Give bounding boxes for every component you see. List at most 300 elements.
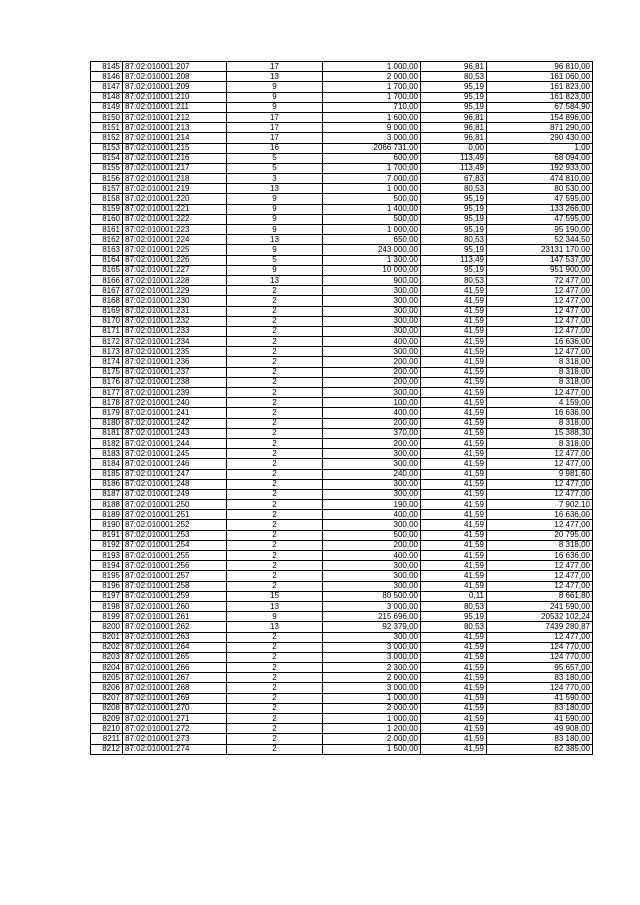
unit-value-cell: 41,59 — [421, 337, 487, 347]
cadastral-value-cell: 47 595,00 — [487, 214, 593, 224]
unit-value-cell: 41,59 — [421, 306, 487, 316]
cadastral-value-cell: 192 933,00 — [487, 163, 593, 173]
cadastral-value-cell: 290 430,00 — [487, 133, 593, 143]
row-number-cell: 8162 — [91, 235, 123, 245]
cadastral-number-cell: 87:02:010001:250 — [123, 500, 227, 510]
cadastral-number-cell: 87:02:010001:256 — [123, 561, 227, 571]
unit-value-cell: 80,53 — [421, 184, 487, 194]
category-code-cell: 2 — [227, 500, 323, 510]
cadastral-number-cell: 87:02:010001:217 — [123, 163, 227, 173]
category-code-cell: 2 — [227, 479, 323, 489]
area-cell: 80 500,00 — [323, 591, 421, 601]
cadastral-number-cell: 87:02:010001:254 — [123, 540, 227, 550]
area-cell: 300,00 — [323, 632, 421, 642]
unit-value-cell: 41,59 — [421, 418, 487, 428]
area-cell: 300,00 — [323, 306, 421, 316]
category-code-cell: 2 — [227, 489, 323, 499]
cadastral-number-cell: 87:02:010001:234 — [123, 337, 227, 347]
table-row — [91, 235, 593, 245]
unit-value-cell: 0,11 — [421, 591, 487, 601]
cadastral-number-cell: 87:02:010001:236 — [123, 357, 227, 367]
row-number-cell: 8176 — [91, 377, 123, 387]
row-number-cell: 8157 — [91, 184, 123, 194]
table-row — [91, 398, 593, 408]
area-cell: 1 000,00 — [323, 184, 421, 194]
unit-value-cell: 41,59 — [421, 428, 487, 438]
table-row — [91, 194, 593, 204]
category-code-cell: 9 — [227, 245, 323, 255]
category-code-cell: 2 — [227, 663, 323, 673]
category-code-cell: 2 — [227, 347, 323, 357]
area-cell: 243 000,00 — [323, 245, 421, 255]
table-row — [91, 367, 593, 377]
table-row — [91, 286, 593, 296]
cadastral-value-cell: 12 477,00 — [487, 489, 593, 499]
row-number-cell: 8211 — [91, 734, 123, 744]
cadastral-number-cell: 87:02:010001:252 — [123, 520, 227, 530]
row-number-cell: 8209 — [91, 714, 123, 724]
category-code-cell: 2 — [227, 703, 323, 713]
unit-value-cell: 80,53 — [421, 235, 487, 245]
table-row — [91, 265, 593, 275]
cadastral-value-cell: 12 477,00 — [487, 449, 593, 459]
table-row — [91, 92, 593, 102]
cadastral-value-cell: 12 477,00 — [487, 306, 593, 316]
unit-value-cell: 41,59 — [421, 673, 487, 683]
row-number-cell: 8197 — [91, 591, 123, 601]
category-code-cell: 2 — [227, 286, 323, 296]
category-code-cell: 9 — [227, 92, 323, 102]
area-cell: 200,00 — [323, 438, 421, 448]
cadastral-value-cell: 83 180,00 — [487, 734, 593, 744]
area-cell: 1 300,00 — [323, 255, 421, 265]
cadastral-number-cell: 87:02:010001:224 — [123, 235, 227, 245]
row-number-cell: 8194 — [91, 561, 123, 571]
category-code-cell: 2 — [227, 326, 323, 336]
row-number-cell: 8168 — [91, 296, 123, 306]
table-row — [91, 683, 593, 693]
cadastral-number-cell: 87:02:010001:239 — [123, 388, 227, 398]
table-row — [91, 540, 593, 550]
table-row — [91, 72, 593, 82]
table-row — [91, 551, 593, 561]
category-code-cell: 2 — [227, 367, 323, 377]
table-row — [91, 714, 593, 724]
table-row — [91, 225, 593, 235]
table-row — [91, 377, 593, 387]
cadastral-number-cell: 87:02:010001:212 — [123, 112, 227, 122]
row-number-cell: 8173 — [91, 347, 123, 357]
row-number-cell: 8155 — [91, 163, 123, 173]
cadastral-number-cell: 87:02:010001:218 — [123, 174, 227, 184]
table-row — [91, 143, 593, 153]
row-number-cell: 8163 — [91, 245, 123, 255]
unit-value-cell: 41,59 — [421, 703, 487, 713]
unit-value-cell: 95,19 — [421, 102, 487, 112]
area-cell: 9 000,00 — [323, 123, 421, 133]
cadastral-value-cell: 12 477,00 — [487, 388, 593, 398]
cadastral-value-cell: 154 896,00 — [487, 112, 593, 122]
table-row — [91, 581, 593, 591]
cadastral-value-cell: 8 318,00 — [487, 418, 593, 428]
cadastral-value-cell: 147 537,00 — [487, 255, 593, 265]
unit-value-cell: 41,59 — [421, 398, 487, 408]
table-row — [91, 703, 593, 713]
area-cell: 1 200,00 — [323, 724, 421, 734]
unit-value-cell: 41,59 — [421, 561, 487, 571]
row-number-cell: 8195 — [91, 571, 123, 581]
unit-value-cell: 95,19 — [421, 245, 487, 255]
unit-value-cell: 95,19 — [421, 612, 487, 622]
unit-value-cell: 41,59 — [421, 510, 487, 520]
cadastral-value-cell: 67 584,90 — [487, 102, 593, 112]
cadastral-number-cell: 87:02:010001:210 — [123, 92, 227, 102]
cadastral-value-cell: 124 770,00 — [487, 652, 593, 662]
category-code-cell: 2 — [227, 449, 323, 459]
area-cell: 1 000,00 — [323, 225, 421, 235]
table-row — [91, 255, 593, 265]
unit-value-cell: 67,83 — [421, 174, 487, 184]
category-code-cell: 2 — [227, 337, 323, 347]
table-row — [91, 357, 593, 367]
category-code-cell: 2 — [227, 357, 323, 367]
area-cell: 200,00 — [323, 367, 421, 377]
row-number-cell: 8208 — [91, 703, 123, 713]
table-row — [91, 428, 593, 438]
area-cell: 7 000,00 — [323, 174, 421, 184]
category-code-cell: 13 — [227, 601, 323, 611]
category-code-cell: 2 — [227, 459, 323, 469]
cadastral-number-cell: 87:02:010001:213 — [123, 123, 227, 133]
category-code-cell: 2 — [227, 744, 323, 754]
cadastral-value-cell: 12 477,00 — [487, 347, 593, 357]
area-cell: 240,00 — [323, 469, 421, 479]
cadastral-number-cell: 87:02:010001:227 — [123, 265, 227, 275]
row-number-cell: 8207 — [91, 693, 123, 703]
table-row — [91, 673, 593, 683]
cadastral-number-cell: 87:02:010001:235 — [123, 347, 227, 357]
cadastral-value-cell: 12 477,00 — [487, 316, 593, 326]
cadastral-value-cell: 16 636,00 — [487, 510, 593, 520]
cadastral-value-cell: 12 477,00 — [487, 459, 593, 469]
table-row — [91, 112, 593, 122]
cadastral-value-cell: 41 590,00 — [487, 714, 593, 724]
area-cell: 3 000,00 — [323, 642, 421, 652]
cadastral-value-cell: 80 530,00 — [487, 184, 593, 194]
area-cell: 1 000,00 — [323, 693, 421, 703]
area-cell: 900,00 — [323, 275, 421, 285]
table-row — [91, 347, 593, 357]
category-code-cell: 2 — [227, 408, 323, 418]
area-cell: 100,00 — [323, 398, 421, 408]
area-cell: 1 700,00 — [323, 82, 421, 92]
area-cell: 1 000,00 — [323, 714, 421, 724]
unit-value-cell: 41,59 — [421, 724, 487, 734]
area-cell: 1 000,00 — [323, 62, 421, 72]
cadastral-value-cell: 95 190,00 — [487, 225, 593, 235]
category-code-cell: 2 — [227, 316, 323, 326]
row-number-cell: 8159 — [91, 204, 123, 214]
table-row — [91, 418, 593, 428]
cadastral-value-cell: 52 344,50 — [487, 235, 593, 245]
category-code-cell: 2 — [227, 306, 323, 316]
row-number-cell: 8180 — [91, 418, 123, 428]
area-cell: 400,00 — [323, 510, 421, 520]
category-code-cell: 2 — [227, 469, 323, 479]
cadastral-number-cell: 87:02:010001:253 — [123, 530, 227, 540]
cadastral-number-cell: 87:02:010001:216 — [123, 153, 227, 163]
table-row — [91, 632, 593, 642]
category-code-cell: 2 — [227, 377, 323, 387]
row-number-cell: 8145 — [91, 62, 123, 72]
row-number-cell: 8189 — [91, 510, 123, 520]
cadastral-value-cell: 12 477,00 — [487, 326, 593, 336]
table-row — [91, 123, 593, 133]
cadastral-number-cell: 87:02:010001:267 — [123, 673, 227, 683]
table-row — [91, 174, 593, 184]
row-number-cell: 8190 — [91, 520, 123, 530]
cadastral-number-cell: 87:02:010001:211 — [123, 102, 227, 112]
cadastral-number-cell: 87:02:010001:265 — [123, 652, 227, 662]
unit-value-cell: 41,59 — [421, 683, 487, 693]
cadastral-value-cell: 47 595,00 — [487, 194, 593, 204]
area-cell: 2 300,00 — [323, 663, 421, 673]
cadastral-value-cell: 95 657,00 — [487, 663, 593, 673]
category-code-cell: 17 — [227, 133, 323, 143]
row-number-cell: 8150 — [91, 112, 123, 122]
unit-value-cell: 41,59 — [421, 632, 487, 642]
category-code-cell: 15 — [227, 591, 323, 601]
table-row — [91, 642, 593, 652]
area-cell: 215 696,00 — [323, 612, 421, 622]
cadastral-value-cell: 16 636,00 — [487, 337, 593, 347]
cadastral-value-cell: 12 477,00 — [487, 632, 593, 642]
unit-value-cell: 95,19 — [421, 225, 487, 235]
unit-value-cell: 41,59 — [421, 326, 487, 336]
area-cell: 1 400,00 — [323, 204, 421, 214]
table-row — [91, 316, 593, 326]
cadastral-number-cell: 87:02:010001:261 — [123, 612, 227, 622]
area-cell: 10 000,00 — [323, 265, 421, 275]
area-cell: 600,00 — [323, 153, 421, 163]
area-cell: 2066 731,00 — [323, 143, 421, 153]
row-number-cell: 8178 — [91, 398, 123, 408]
row-number-cell: 8167 — [91, 286, 123, 296]
category-code-cell: 9 — [227, 225, 323, 235]
table-row — [91, 622, 593, 632]
cadastral-number-cell: 87:02:010001:266 — [123, 663, 227, 673]
category-code-cell: 2 — [227, 428, 323, 438]
row-number-cell: 8206 — [91, 683, 123, 693]
area-cell: 1 700,00 — [323, 163, 421, 173]
area-cell: 370,00 — [323, 428, 421, 438]
unit-value-cell: 95,19 — [421, 265, 487, 275]
row-number-cell: 8172 — [91, 337, 123, 347]
category-code-cell: 2 — [227, 693, 323, 703]
category-code-cell: 2 — [227, 540, 323, 550]
cadastral-number-cell: 87:02:010001:242 — [123, 418, 227, 428]
cadastral-number-cell: 87:02:010001:260 — [123, 601, 227, 611]
category-code-cell: 9 — [227, 612, 323, 622]
cadastral-value-cell: 12 477,00 — [487, 571, 593, 581]
cadastral-value-cell: 12 477,00 — [487, 561, 593, 571]
cadastral-value-cell: 12 477,00 — [487, 296, 593, 306]
cadastral-value-cell: 474 810,00 — [487, 174, 593, 184]
area-cell: 3 000,00 — [323, 652, 421, 662]
category-code-cell: 2 — [227, 530, 323, 540]
row-number-cell: 8181 — [91, 428, 123, 438]
cadastral-number-cell: 87:02:010001:243 — [123, 428, 227, 438]
table-row — [91, 449, 593, 459]
cadastral-value-cell: 12 477,00 — [487, 520, 593, 530]
cadastral-number-cell: 87:02:010001:264 — [123, 642, 227, 652]
row-number-cell: 8199 — [91, 612, 123, 622]
row-number-cell: 8171 — [91, 326, 123, 336]
unit-value-cell: 41,59 — [421, 652, 487, 662]
row-number-cell: 8202 — [91, 642, 123, 652]
area-cell: 400,00 — [323, 408, 421, 418]
area-cell: 650,00 — [323, 235, 421, 245]
cadastral-value-cell: 161 823,00 — [487, 92, 593, 102]
area-cell: 300,00 — [323, 316, 421, 326]
category-code-cell: 2 — [227, 510, 323, 520]
unit-value-cell: 41,59 — [421, 388, 487, 398]
area-cell: 710,00 — [323, 102, 421, 112]
unit-value-cell: 41,59 — [421, 540, 487, 550]
cadastral-value-table — [90, 61, 593, 755]
area-cell: 500,00 — [323, 214, 421, 224]
cadastral-value-cell: 161 060,00 — [487, 72, 593, 82]
row-number-cell: 8160 — [91, 214, 123, 224]
area-cell: 190,00 — [323, 500, 421, 510]
table-row — [91, 459, 593, 469]
cadastral-value-cell: 20 795,00 — [487, 530, 593, 540]
unit-value-cell: 41,59 — [421, 744, 487, 754]
area-cell: 400,00 — [323, 337, 421, 347]
unit-value-cell: 80,53 — [421, 622, 487, 632]
cadastral-value-cell: 12 477,00 — [487, 581, 593, 591]
category-code-cell: 2 — [227, 724, 323, 734]
row-number-cell: 8149 — [91, 102, 123, 112]
cadastral-value-cell: 871 290,00 — [487, 123, 593, 133]
area-cell: 300,00 — [323, 479, 421, 489]
table-row — [91, 520, 593, 530]
unit-value-cell: 41,59 — [421, 296, 487, 306]
cadastral-number-cell: 87:02:010001:208 — [123, 72, 227, 82]
cadastral-number-cell: 87:02:010001:248 — [123, 479, 227, 489]
row-number-cell: 8200 — [91, 622, 123, 632]
table-row — [91, 296, 593, 306]
cadastral-number-cell: 87:02:010001:231 — [123, 306, 227, 316]
cadastral-number-cell: 87:02:010001:274 — [123, 744, 227, 754]
unit-value-cell: 41,59 — [421, 347, 487, 357]
category-code-cell: 5 — [227, 153, 323, 163]
cadastral-number-cell: 87:02:010001:270 — [123, 703, 227, 713]
cadastral-value-cell: 8 318,00 — [487, 367, 593, 377]
cadastral-number-cell: 87:02:010001:246 — [123, 459, 227, 469]
cadastral-value-cell: 16 636,00 — [487, 408, 593, 418]
unit-value-cell: 41,59 — [421, 469, 487, 479]
area-cell: 3 000,00 — [323, 683, 421, 693]
category-code-cell: 13 — [227, 235, 323, 245]
unit-value-cell: 113,49 — [421, 153, 487, 163]
unit-value-cell: 41,59 — [421, 377, 487, 387]
unit-value-cell: 113,49 — [421, 255, 487, 265]
area-cell: 300,00 — [323, 296, 421, 306]
unit-value-cell: 41,59 — [421, 449, 487, 459]
row-number-cell: 8152 — [91, 133, 123, 143]
category-code-cell: 13 — [227, 622, 323, 632]
unit-value-cell: 80,53 — [421, 601, 487, 611]
cadastral-value-cell: 72 477,00 — [487, 275, 593, 285]
category-code-cell: 2 — [227, 632, 323, 642]
unit-value-cell: 80,53 — [421, 72, 487, 82]
category-code-cell: 16 — [227, 143, 323, 153]
cadastral-value-cell: 41 590,00 — [487, 693, 593, 703]
row-number-cell: 8188 — [91, 500, 123, 510]
category-code-cell: 2 — [227, 683, 323, 693]
row-number-cell: 8198 — [91, 601, 123, 611]
category-code-cell: 9 — [227, 265, 323, 275]
table-row — [91, 62, 593, 72]
table-row — [91, 204, 593, 214]
cadastral-value-cell: 9 981,60 — [487, 469, 593, 479]
area-cell: 500,00 — [323, 530, 421, 540]
area-cell: 300,00 — [323, 326, 421, 336]
cadastral-number-cell: 87:02:010001:238 — [123, 377, 227, 387]
cadastral-number-cell: 87:02:010001:251 — [123, 510, 227, 520]
area-cell: 500,00 — [323, 194, 421, 204]
unit-value-cell: 41,59 — [421, 642, 487, 652]
cadastral-number-cell: 87:02:010001:222 — [123, 214, 227, 224]
row-number-cell: 8204 — [91, 663, 123, 673]
category-code-cell: 2 — [227, 388, 323, 398]
cadastral-value-cell: 4 159,00 — [487, 398, 593, 408]
table-row — [91, 571, 593, 581]
area-cell: 200,00 — [323, 540, 421, 550]
cadastral-value-cell: 241 590,00 — [487, 601, 593, 611]
row-number-cell: 8153 — [91, 143, 123, 153]
category-code-cell: 2 — [227, 551, 323, 561]
cadastral-number-cell: 87:02:010001:259 — [123, 591, 227, 601]
row-number-cell: 8182 — [91, 438, 123, 448]
unit-value-cell: 41,59 — [421, 571, 487, 581]
cadastral-number-cell: 87:02:010001:223 — [123, 225, 227, 235]
unit-value-cell: 41,59 — [421, 520, 487, 530]
cadastral-value-cell: 8 318,00 — [487, 357, 593, 367]
area-cell: 300,00 — [323, 449, 421, 459]
cadastral-value-cell: 83 180,00 — [487, 673, 593, 683]
category-code-cell: 17 — [227, 123, 323, 133]
category-code-cell: 2 — [227, 581, 323, 591]
cadastral-value-cell: 68 094,00 — [487, 153, 593, 163]
cadastral-number-cell: 87:02:010001:271 — [123, 714, 227, 724]
unit-value-cell: 95,19 — [421, 204, 487, 214]
row-number-cell: 8196 — [91, 581, 123, 591]
category-code-cell: 13 — [227, 184, 323, 194]
area-cell: 2 000,00 — [323, 734, 421, 744]
row-number-cell: 8201 — [91, 632, 123, 642]
unit-value-cell: 96,81 — [421, 62, 487, 72]
category-code-cell: 2 — [227, 714, 323, 724]
area-cell: 200,00 — [323, 377, 421, 387]
area-cell: 300,00 — [323, 561, 421, 571]
table-row — [91, 153, 593, 163]
area-cell: 300,00 — [323, 520, 421, 530]
unit-value-cell: 41,59 — [421, 551, 487, 561]
category-code-cell: 17 — [227, 62, 323, 72]
area-cell: 2 000,00 — [323, 72, 421, 82]
